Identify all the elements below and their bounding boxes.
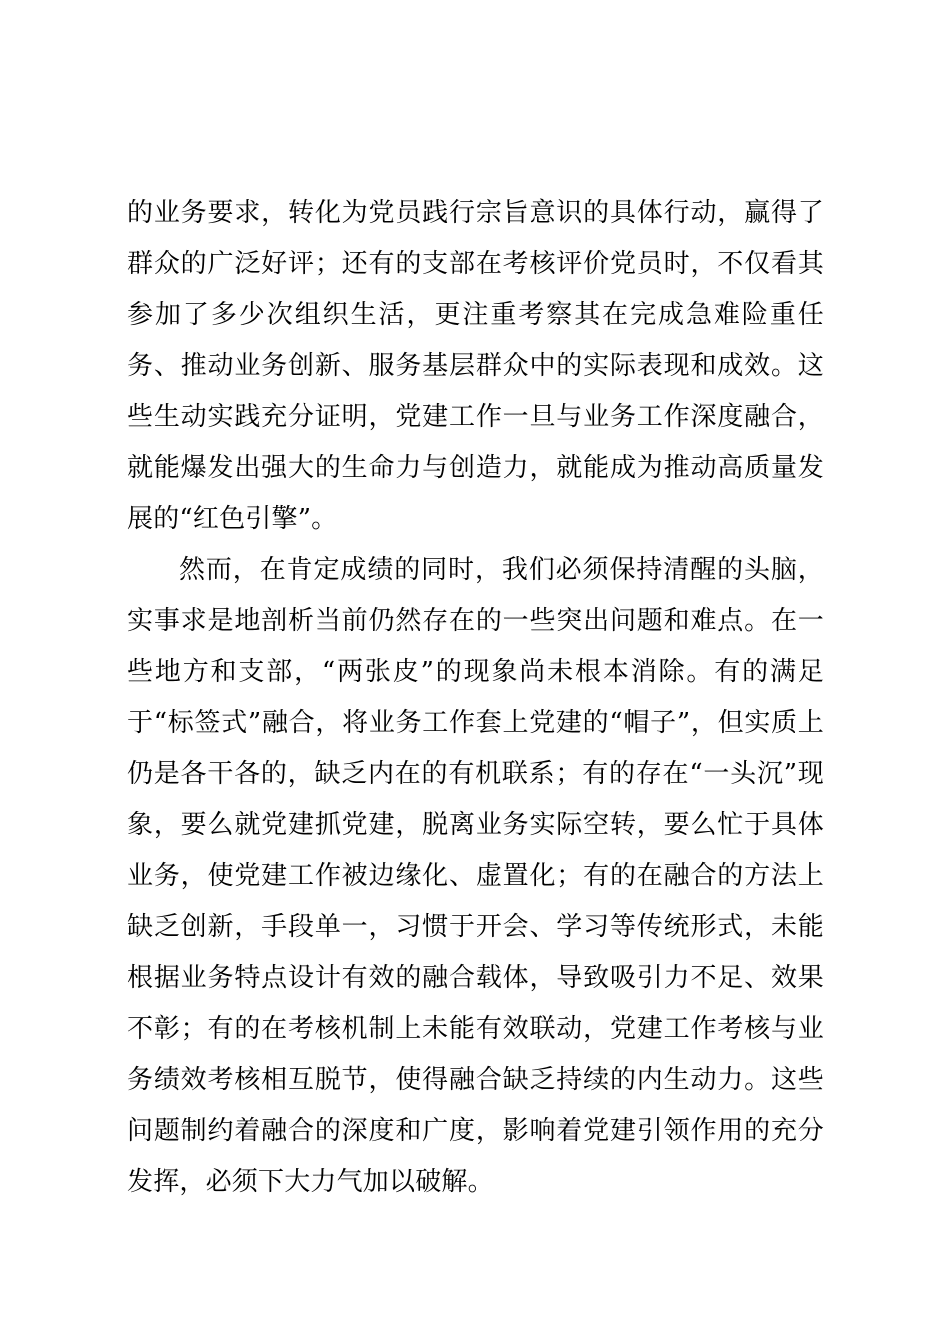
paragraph-continuation: 的业务要求，转化为党员践行宗旨意识的具体行动，赢得了群众的广泛好评；还有的支部在考核评价党员时，不仅看其参加了多少次组织生活，更注重考察其在完成急难险重任务、推动业务创新、服务基层群众中的实际表现和成效。这些生动实践充分证明，党建工作一旦与业务工作深度融合，就能爆发出强大的生命力与创造力，就能成为推动高质量发展的“红色引擎”。 [127, 198, 824, 534]
paragraph-problems: 然而，在肯定成绩的同时，我们必须保持清醒的头脑，实事求是地剖析当前仍然存在的一些突出问题和难点。在一些地方和支部，“两张皮”的现象尚未根本消除。有的满足于“标签式”融合，将业务工作套上党建的“帽子”，但实质上仍是各干各的，缺乏内在的有机联系；有的存在“一头沉”现象，要么就党建抓党建，脱离业务实际空转，要么忙于具体业务，使党建工作被边缘化、虚置化；有的在融合的方法上缺乏创新，手段单一，习惯于开会、学习等传统形式，未能根据业务特点设计有效的融合载体，导致吸引力不足、效果不彰；有的在考核机制上未能有效联动，党建工作考核与业务绩效考核相互脱节，使得融合缺乏持续的内生动力。这些问题制约着融合的深度和广度，影响着党建引领作用的充分发挥，必须下大力气加以破解。 [127, 555, 824, 1197]
document-body [127, 188, 824, 1208]
